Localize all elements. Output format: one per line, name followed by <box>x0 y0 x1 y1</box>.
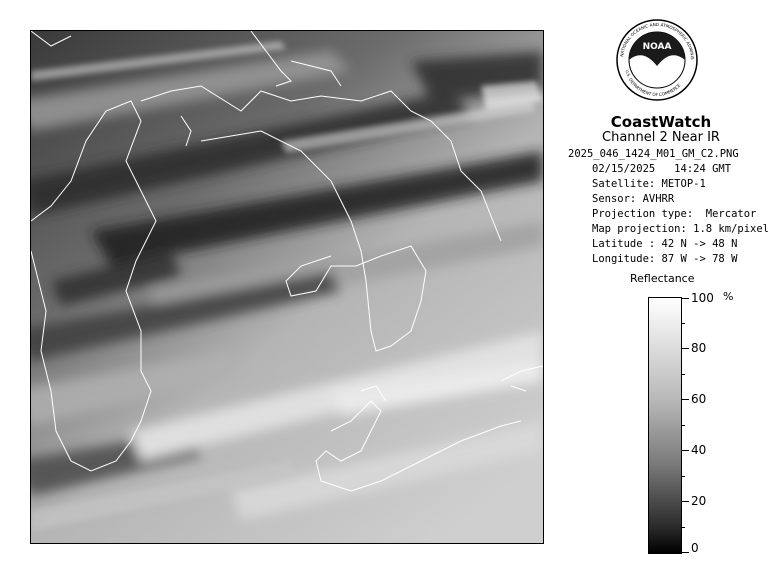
colorbar-tick-label: 0 <box>691 541 699 555</box>
longitude-range: Longitude: 87 W -> 78 W <box>592 253 738 265</box>
satellite-info: Satellite: METOP-1 <box>592 178 706 190</box>
channel-title: Channel 2 Near IR <box>602 130 720 145</box>
date-time: 02/15/2025 14:24 GMT <box>592 163 732 175</box>
sensor-info: Sensor: AVHRR <box>592 193 675 205</box>
map-projection: Map projection: 1.8 km/pixel <box>592 223 770 235</box>
noaa-logo-icon <box>615 18 699 102</box>
colorbar-tick-label: 40 <box>691 443 707 457</box>
colorbar-tick <box>681 450 689 451</box>
projection-type: Projection type: Mercator <box>592 208 757 220</box>
colorbar-tick <box>681 348 689 349</box>
filename: 2025_046_1424_M01_GM_C2.PNG <box>568 148 739 160</box>
colorbar-minor-tick <box>681 527 685 528</box>
satellite-map <box>31 31 543 543</box>
colorbar-tick-label: 60 <box>691 392 707 406</box>
colorbar-unit: % <box>723 290 734 303</box>
brand-title: CoastWatch <box>610 113 712 131</box>
colorbar-minor-tick <box>681 374 685 375</box>
satellite-image <box>30 30 544 544</box>
colorbar <box>648 297 682 554</box>
colorbar-minor-tick <box>681 425 685 426</box>
latitude-range: Latitude : 42 N -> 48 N <box>592 238 738 250</box>
colorbar-tick-label: 20 <box>691 494 707 508</box>
colorbar-tick <box>681 552 689 553</box>
colorbar-minor-tick <box>681 323 685 324</box>
logo-wordmark: NOAA <box>642 42 672 52</box>
colorbar-tick-label: 80 <box>691 341 707 355</box>
logo-ring-top: NATIONAL OCEANIC AND ATMOSPHERIC ADMINIS <box>619 21 696 60</box>
colorbar-tick <box>681 399 689 400</box>
colorbar-minor-tick <box>681 476 685 477</box>
colorbar-tick-label: 100 <box>691 291 714 305</box>
colorbar-label: Reflectance <box>630 272 695 285</box>
logo-ring-bottom: U.S. DEPARTMENT OF COMMERCE <box>624 69 682 98</box>
colorbar-tick <box>681 501 689 502</box>
legend-panel <box>560 10 782 570</box>
colorbar-tick <box>681 298 689 299</box>
